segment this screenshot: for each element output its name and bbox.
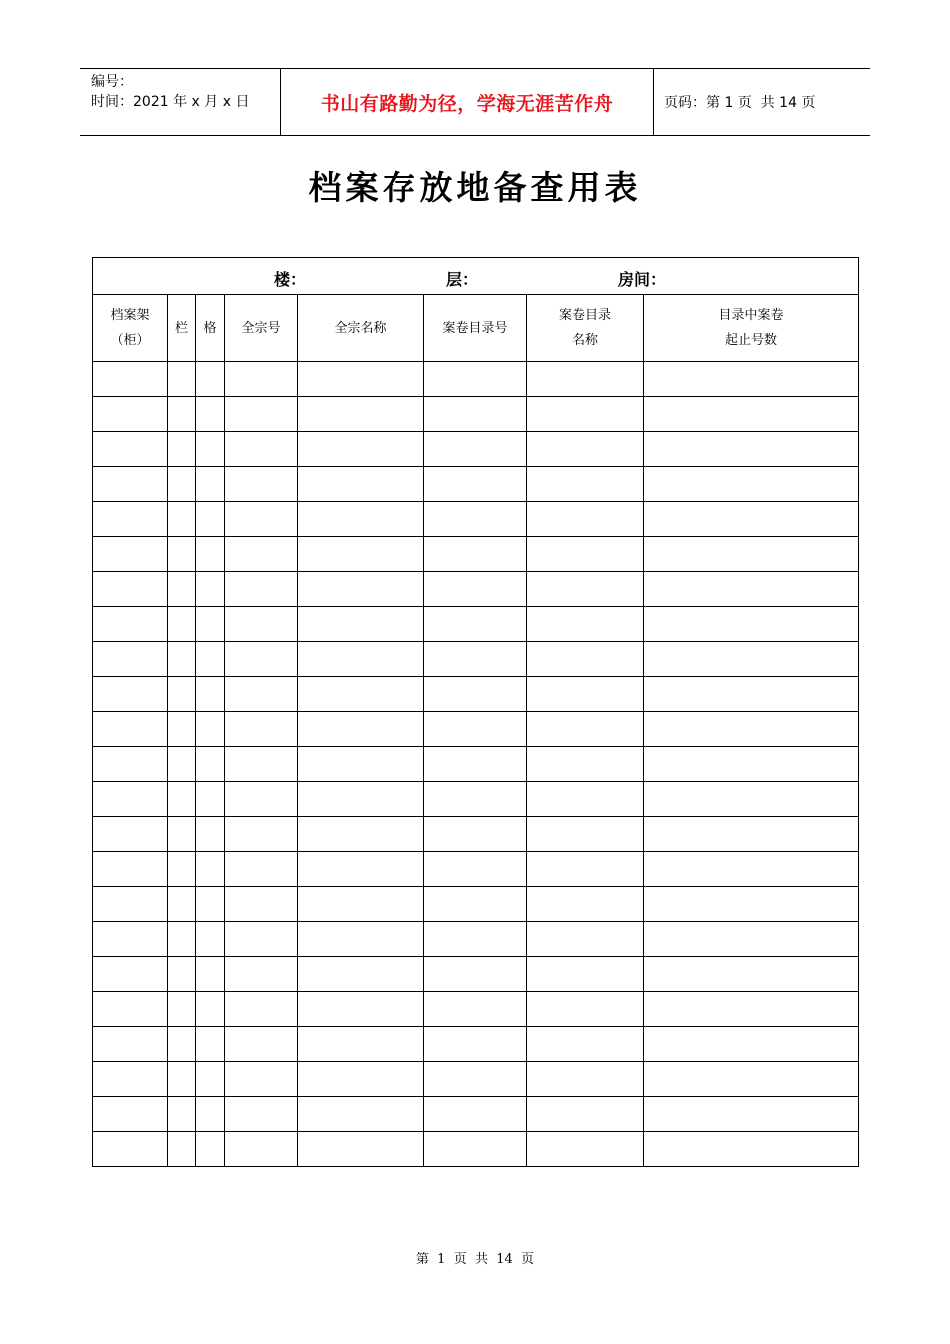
table-cell[interactable] [196, 957, 225, 992]
table-cell[interactable] [424, 992, 527, 1027]
table-cell[interactable] [644, 607, 859, 642]
table-row [93, 642, 859, 677]
table-cell[interactable] [225, 502, 298, 537]
archive-table [92, 257, 859, 1167]
table-cell[interactable] [644, 537, 859, 572]
table-row [93, 1027, 859, 1062]
table-cell[interactable] [527, 747, 644, 782]
floor-label: 层： [446, 270, 479, 289]
table-row [93, 1062, 859, 1097]
table-cell[interactable] [424, 642, 527, 677]
table-cell[interactable] [298, 957, 424, 992]
table-row [93, 747, 859, 782]
table-cell[interactable] [424, 537, 527, 572]
table-cell[interactable] [298, 397, 424, 432]
table-cell[interactable] [527, 607, 644, 642]
table-cell[interactable] [196, 887, 225, 922]
table-cell[interactable] [93, 992, 168, 1027]
table-cell[interactable] [196, 362, 225, 397]
table-cell[interactable] [196, 782, 225, 817]
table-cell[interactable] [298, 992, 424, 1027]
table-cell[interactable] [196, 747, 225, 782]
table-cell[interactable] [644, 817, 859, 852]
table-cell[interactable] [527, 957, 644, 992]
table-cell[interactable] [225, 992, 298, 1027]
table-cell[interactable] [644, 992, 859, 1027]
table-row [93, 362, 859, 397]
table-cell[interactable] [168, 887, 196, 922]
table-row [93, 817, 859, 852]
building-label: 楼： [274, 270, 307, 289]
table-cell[interactable] [298, 432, 424, 467]
table-cell[interactable] [424, 1062, 527, 1097]
table-cell[interactable] [298, 362, 424, 397]
table-cell[interactable] [93, 782, 168, 817]
table-cell[interactable] [225, 747, 298, 782]
table-cell[interactable] [225, 432, 298, 467]
table-cell[interactable] [93, 502, 168, 537]
table-cell[interactable] [298, 1132, 424, 1167]
table-row [93, 957, 859, 992]
page-title: 档案存放地备查用表 [308, 168, 642, 207]
table-cell[interactable] [424, 572, 527, 607]
table-row [93, 572, 859, 607]
table-cell[interactable] [168, 1132, 196, 1167]
table-cell[interactable] [527, 572, 644, 607]
table-cell[interactable] [168, 502, 196, 537]
table-cell[interactable] [168, 432, 196, 467]
col-header-catalog-name: 案卷目录 名称 [527, 295, 644, 362]
table-cell[interactable] [298, 502, 424, 537]
table-cell[interactable] [168, 712, 196, 747]
table-cell[interactable] [225, 677, 298, 712]
table-cell[interactable] [644, 1132, 859, 1167]
table-cell[interactable] [225, 957, 298, 992]
table-cell[interactable] [225, 642, 298, 677]
table-cell[interactable] [168, 992, 196, 1027]
table-cell[interactable] [527, 1027, 644, 1062]
time-label: 时间：2021 年 x 月 x 日 [91, 94, 250, 110]
table-cell[interactable] [527, 432, 644, 467]
table-cell[interactable] [168, 782, 196, 817]
table-cell[interactable] [298, 537, 424, 572]
header-motto-cell [281, 69, 654, 135]
table-cell[interactable] [168, 362, 196, 397]
table-cell[interactable] [644, 572, 859, 607]
table-cell[interactable] [93, 432, 168, 467]
table-cell[interactable] [168, 642, 196, 677]
table-cell[interactable] [168, 747, 196, 782]
table-row [93, 1097, 859, 1132]
table-cell[interactable] [168, 607, 196, 642]
table-cell[interactable] [196, 712, 225, 747]
table-cell[interactable] [93, 1097, 168, 1132]
table-row [93, 1132, 859, 1167]
table-cell[interactable] [93, 397, 168, 432]
table-cell[interactable] [424, 957, 527, 992]
table-cell[interactable] [225, 1097, 298, 1132]
table-cell[interactable] [424, 782, 527, 817]
table-cell[interactable] [196, 467, 225, 502]
table-cell[interactable] [196, 397, 225, 432]
table-row [93, 677, 859, 712]
table-cell[interactable] [93, 537, 168, 572]
table-cell[interactable] [424, 677, 527, 712]
table-cell[interactable] [424, 712, 527, 747]
table-cell[interactable] [424, 747, 527, 782]
table-cell[interactable] [168, 572, 196, 607]
table-cell[interactable] [298, 1027, 424, 1062]
table-cell[interactable] [644, 922, 859, 957]
table-cell[interactable] [298, 887, 424, 922]
location-cell [93, 258, 859, 295]
table-row [93, 887, 859, 922]
table-cell[interactable] [424, 922, 527, 957]
table-cell[interactable] [168, 677, 196, 712]
table-cell[interactable] [225, 1132, 298, 1167]
col-header-file-range: 目录中案卷 起止号数 [644, 295, 859, 362]
table-cell[interactable] [644, 1027, 859, 1062]
table-cell[interactable] [168, 537, 196, 572]
table-cell[interactable] [644, 957, 859, 992]
table-row [93, 922, 859, 957]
table-cell[interactable] [225, 922, 298, 957]
table-cell[interactable] [644, 677, 859, 712]
table-cell[interactable] [527, 922, 644, 957]
table-cell[interactable] [644, 712, 859, 747]
table-cell[interactable] [93, 1062, 168, 1097]
table-cell[interactable] [298, 852, 424, 887]
table-cell[interactable] [527, 1132, 644, 1167]
table-row [93, 432, 859, 467]
table-cell[interactable] [93, 1027, 168, 1062]
table-cell[interactable] [527, 677, 644, 712]
table-cell[interactable] [527, 782, 644, 817]
table-cell[interactable] [196, 537, 225, 572]
table-cell[interactable] [527, 712, 644, 747]
table-cell[interactable] [644, 642, 859, 677]
table-row [93, 467, 859, 502]
table-cell[interactable] [424, 817, 527, 852]
table-cell[interactable] [225, 1027, 298, 1062]
table-cell[interactable] [93, 852, 168, 887]
table-cell[interactable] [424, 467, 527, 502]
table-cell[interactable] [225, 397, 298, 432]
table-cell[interactable] [424, 1132, 527, 1167]
table-cell[interactable] [93, 362, 168, 397]
table-cell[interactable] [196, 817, 225, 852]
table-cell[interactable] [527, 1097, 644, 1132]
table-cell[interactable] [93, 957, 168, 992]
table-cell[interactable] [298, 642, 424, 677]
table-cell[interactable] [93, 677, 168, 712]
table-cell[interactable] [93, 642, 168, 677]
table-cell[interactable] [168, 1062, 196, 1097]
table-cell[interactable] [298, 572, 424, 607]
col-header-catalog-number: 案卷目录号 [424, 295, 527, 362]
table-cell[interactable] [93, 747, 168, 782]
table-row [93, 397, 859, 432]
table-cell[interactable] [527, 852, 644, 887]
table-cell[interactable] [93, 572, 168, 607]
header-info-cell [80, 69, 281, 135]
table-cell[interactable] [168, 397, 196, 432]
table-cell[interactable] [527, 887, 644, 922]
table-cell[interactable] [644, 467, 859, 502]
table-cell[interactable] [298, 817, 424, 852]
table-cell[interactable] [196, 432, 225, 467]
table-cell[interactable] [298, 467, 424, 502]
table-cell[interactable] [298, 607, 424, 642]
table-cell[interactable] [644, 1062, 859, 1097]
table-cell[interactable] [168, 467, 196, 502]
table-cell[interactable] [225, 712, 298, 747]
page-code: 页码：第 1 页 共 14 页 [664, 95, 816, 111]
table-cell[interactable] [196, 572, 225, 607]
table-cell[interactable] [424, 607, 527, 642]
col-header-cabinet: 档案架 （柜） [93, 295, 168, 362]
table-cell[interactable] [93, 1132, 168, 1167]
table-cell[interactable] [644, 852, 859, 887]
table-cell[interactable] [527, 362, 644, 397]
col-header-shelf: 格 [196, 295, 225, 362]
table-row [93, 992, 859, 1027]
page-footer: 第 1 页 共 14 页 [415, 1252, 535, 1267]
table-cell[interactable] [93, 922, 168, 957]
table-row [93, 782, 859, 817]
table-cell[interactable] [424, 432, 527, 467]
table-cell[interactable] [298, 747, 424, 782]
table-cell[interactable] [93, 887, 168, 922]
table-cell[interactable] [225, 572, 298, 607]
table-cell[interactable] [527, 537, 644, 572]
table-cell[interactable] [527, 992, 644, 1027]
col-header-fonds-number: 全宗号 [225, 295, 298, 362]
col-header-fonds-name: 全宗名称 [298, 295, 424, 362]
table-cell[interactable] [424, 887, 527, 922]
table-cell[interactable] [225, 537, 298, 572]
table-cell[interactable] [527, 502, 644, 537]
table-cell[interactable] [424, 1027, 527, 1062]
table-cell[interactable] [225, 817, 298, 852]
table-cell[interactable] [93, 607, 168, 642]
table-cell[interactable] [225, 782, 298, 817]
table-cell[interactable] [298, 712, 424, 747]
location-row [93, 258, 859, 295]
table-cell[interactable] [168, 817, 196, 852]
table-cell[interactable] [93, 817, 168, 852]
column-header-row [93, 295, 859, 362]
motto-text: 书山有路勤为径，学海无涯苦作舟 [320, 92, 614, 115]
table-cell[interactable] [644, 747, 859, 782]
table-cell[interactable] [424, 1097, 527, 1132]
table-cell[interactable] [298, 1097, 424, 1132]
table-cell[interactable] [168, 922, 196, 957]
table-cell[interactable] [644, 432, 859, 467]
table-cell[interactable] [225, 362, 298, 397]
table-cell[interactable] [527, 642, 644, 677]
table-cell[interactable] [225, 887, 298, 922]
table-cell[interactable] [527, 1062, 644, 1097]
table-cell[interactable] [225, 852, 298, 887]
table-cell[interactable] [527, 467, 644, 502]
table-cell[interactable] [196, 1062, 225, 1097]
table-cell[interactable] [298, 677, 424, 712]
table-cell[interactable] [196, 677, 225, 712]
table-cell[interactable] [196, 1097, 225, 1132]
table-cell[interactable] [93, 467, 168, 502]
table-cell[interactable] [298, 1062, 424, 1097]
table-cell[interactable] [196, 642, 225, 677]
table-cell[interactable] [196, 922, 225, 957]
table-cell[interactable] [298, 782, 424, 817]
col-header-section: 栏 [168, 295, 196, 362]
header-page-cell [654, 69, 870, 135]
table-cell[interactable] [527, 397, 644, 432]
page-header [80, 68, 870, 136]
table-cell[interactable] [168, 1097, 196, 1132]
table-row [93, 502, 859, 537]
table-cell[interactable] [527, 817, 644, 852]
table-cell[interactable] [424, 362, 527, 397]
table-cell[interactable] [168, 852, 196, 887]
table-cell[interactable] [196, 607, 225, 642]
table-cell[interactable] [196, 992, 225, 1027]
table-cell[interactable] [644, 397, 859, 432]
table-cell[interactable] [225, 607, 298, 642]
table-cell[interactable] [196, 1027, 225, 1062]
table-row [93, 537, 859, 572]
table-cell[interactable] [168, 957, 196, 992]
table-cell[interactable] [225, 467, 298, 502]
table-cell[interactable] [196, 852, 225, 887]
table-cell[interactable] [196, 1132, 225, 1167]
number-label: 编号： [91, 74, 133, 90]
table-row [93, 712, 859, 747]
table-cell[interactable] [168, 1027, 196, 1062]
table-cell[interactable] [424, 397, 527, 432]
table-cell[interactable] [93, 712, 168, 747]
table-cell[interactable] [225, 1062, 298, 1097]
table-cell[interactable] [644, 782, 859, 817]
table-cell[interactable] [424, 502, 527, 537]
table-cell[interactable] [196, 502, 225, 537]
table-cell[interactable] [298, 922, 424, 957]
table-cell[interactable] [644, 1097, 859, 1132]
table-row [93, 607, 859, 642]
table-cell[interactable] [644, 362, 859, 397]
table-row [93, 852, 859, 887]
table-cell[interactable] [424, 852, 527, 887]
room-label: 房间： [618, 270, 667, 289]
table-cell[interactable] [644, 887, 859, 922]
table-cell[interactable] [644, 502, 859, 537]
